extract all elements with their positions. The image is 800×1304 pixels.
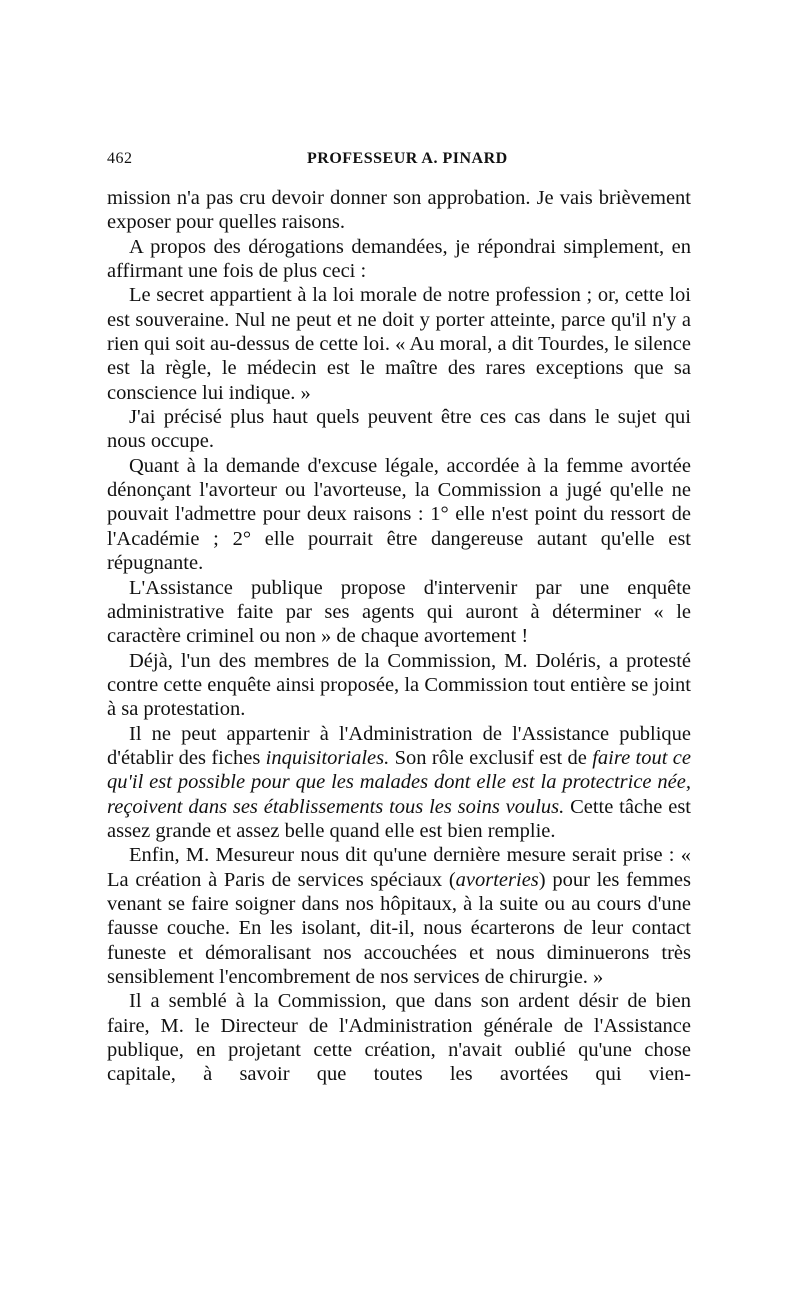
paragraph-text: Son rôle exclusif est de — [389, 746, 593, 769]
running-head: PROFESSEUR A. PINARD — [307, 150, 508, 167]
paragraph: Le secret appartient à la loi morale de notre profession ; or, cette loi est souveraine. Nul ne peut et ne doit y porter atteinte, parce qu'il n'y a rien qui soit au-dessus de cette loi. « Au moral, a dit Tourdes, le silence est la règle, le médecin est le maître des rares exceptions que sa conscience lui indique. » — [107, 284, 692, 404]
paragraph: J'ai précisé plus haut quels peuvent être ces cas dans le sujet qui nous occupe. — [107, 406, 691, 453]
book-page — [107, 150, 691, 1087]
italic-text: faire tout ce qu'il est possible pour que les malades dont elle est la protectrice née, reçoivent dans ses établissements tous les soins voulus. — [107, 746, 691, 818]
paragraph: mission n'a pas cru devoir donner son approbation. Je vais brièvement exposer pour quelles raisons. — [107, 187, 691, 234]
paragraph-text: Cette tâche est assez grande et assez belle quand elle est bien remplie. — [107, 795, 691, 842]
paragraph: Déjà, l'un des membres de la Commission, M. Doléris, a protesté contre cette enquête ainsi proposée, la Commission tout entière se joint à sa protestation. — [107, 649, 691, 721]
paragraph: Il a semblé à la Commission, que dans son ardent désir de bien faire, M. le Directeur de l'Administration générale de l'Assistance publique, en projetant cette création, n'avait oublié qu'une chose capitale, à savoir que toutes les avortées qui vien- — [107, 990, 691, 1086]
paragraph-text: Il ne peut appartenir à l'Administration de l'Assistance publique d'établir des fiches — [107, 722, 691, 769]
body-text — [107, 186, 691, 1087]
paragraph: A propos des dérogations demandées, je répondrai simplement, en affirmant une fois de plus ceci : — [107, 235, 691, 283]
page-header — [107, 150, 691, 174]
paragraph — [107, 722, 691, 844]
italic-text: avorteries — [455, 868, 539, 891]
paragraph: L'Assistance publique propose d'intervenir par une enquête administrative faite par ses agents qui auront à déterminer « le caractère criminel ou non » de chaque avortement ! — [107, 576, 691, 648]
page-number: 462 — [107, 150, 133, 167]
italic-text: inquisitoriales. — [265, 746, 390, 769]
paragraph: Quant à la demande d'excuse légale, accordée à la femme avortée dénonçant l'avorteur ou l'avorteuse, la Commission a jugé qu'elle ne pouvait l'admettre pour deux raisons : 1° elle n'est point du ressort de l'Académie ; 2° elle pourrait être dangereuse autant qu'elle est répugnante. — [107, 454, 691, 575]
paragraph-text: Enfin, M. Mesureur nous dit qu'une dernière mesure serait prise : « La création à Paris de services spéciaux ( — [107, 844, 691, 891]
paragraph — [107, 843, 691, 989]
paragraph-text: ) pour les femmes venant se faire soigner dans nos hôpitaux, à la suite ou au cours d'une fausse couche. En les isolant, dit-il, nous écarterons de leur contact funeste et démoralisant nos accouchées et nous diminuerons très sensiblement l'encombrement de nos services de chirurgie. » — [107, 868, 691, 988]
